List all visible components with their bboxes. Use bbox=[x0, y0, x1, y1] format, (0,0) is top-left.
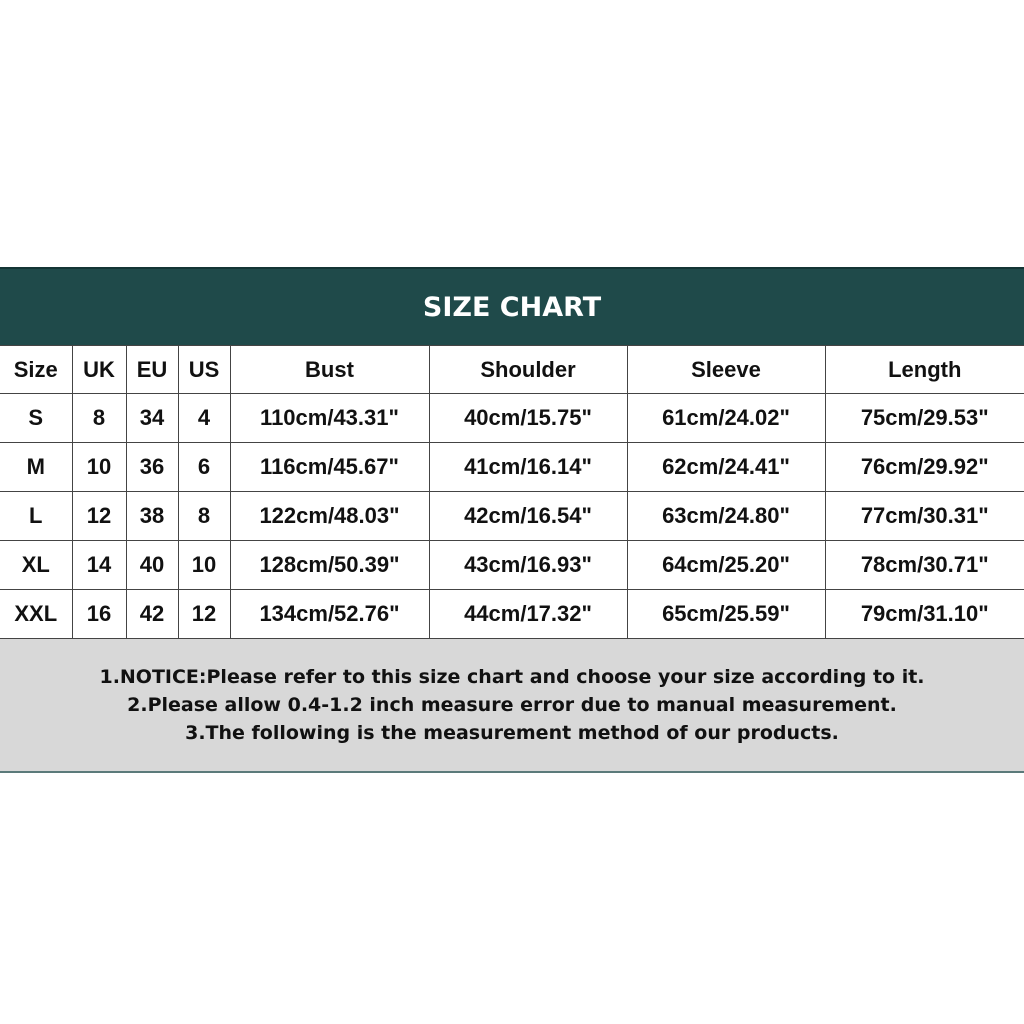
cell-shoulder: 43cm/16.93" bbox=[429, 541, 627, 590]
cell-bust: 122cm/48.03" bbox=[230, 492, 429, 541]
cell-shoulder: 41cm/16.14" bbox=[429, 443, 627, 492]
cell-sleeve: 64cm/25.20" bbox=[627, 541, 825, 590]
cell-eu: 34 bbox=[126, 394, 178, 443]
cell-us: 4 bbox=[178, 394, 230, 443]
size-chart bbox=[0, 267, 1024, 773]
cell-sleeve: 63cm/24.80" bbox=[627, 492, 825, 541]
table-row bbox=[0, 590, 1024, 639]
cell-uk: 10 bbox=[72, 443, 126, 492]
header-sleeve: Sleeve bbox=[627, 346, 825, 394]
header-shoulder: Shoulder bbox=[429, 346, 627, 394]
notice-panel bbox=[0, 639, 1024, 773]
notice-line-1: 1.NOTICE:Please refer to this size chart and choose your size according to it. bbox=[99, 666, 925, 688]
cell-shoulder: 42cm/16.54" bbox=[429, 492, 627, 541]
cell-bust: 128cm/50.39" bbox=[230, 541, 429, 590]
cell-eu: 40 bbox=[126, 541, 178, 590]
cell-size: XL bbox=[0, 541, 72, 590]
cell-eu: 38 bbox=[126, 492, 178, 541]
cell-uk: 8 bbox=[72, 394, 126, 443]
header-eu: EU bbox=[126, 346, 178, 394]
cell-sleeve: 61cm/24.02" bbox=[627, 394, 825, 443]
notice-line-3: 3.The following is the measurement method of our products. bbox=[185, 722, 839, 744]
cell-uk: 16 bbox=[72, 590, 126, 639]
cell-uk: 14 bbox=[72, 541, 126, 590]
table-row bbox=[0, 394, 1024, 443]
cell-bust: 116cm/45.67" bbox=[230, 443, 429, 492]
cell-us: 10 bbox=[178, 541, 230, 590]
size-chart-title: SIZE CHART bbox=[0, 267, 1024, 345]
cell-size: S bbox=[0, 394, 72, 443]
cell-uk: 12 bbox=[72, 492, 126, 541]
cell-size: L bbox=[0, 492, 72, 541]
cell-sleeve: 65cm/25.59" bbox=[627, 590, 825, 639]
table-row bbox=[0, 541, 1024, 590]
cell-size: M bbox=[0, 443, 72, 492]
size-table bbox=[0, 345, 1024, 639]
header-us: US bbox=[178, 346, 230, 394]
table-header-row bbox=[0, 346, 1024, 394]
cell-length: 76cm/29.92" bbox=[825, 443, 1024, 492]
cell-length: 75cm/29.53" bbox=[825, 394, 1024, 443]
cell-length: 78cm/30.71" bbox=[825, 541, 1024, 590]
cell-eu: 42 bbox=[126, 590, 178, 639]
cell-us: 12 bbox=[178, 590, 230, 639]
header-length: Length bbox=[825, 346, 1024, 394]
cell-shoulder: 40cm/15.75" bbox=[429, 394, 627, 443]
header-bust: Bust bbox=[230, 346, 429, 394]
cell-length: 77cm/30.31" bbox=[825, 492, 1024, 541]
cell-bust: 134cm/52.76" bbox=[230, 590, 429, 639]
cell-bust: 110cm/43.31" bbox=[230, 394, 429, 443]
cell-shoulder: 44cm/17.32" bbox=[429, 590, 627, 639]
cell-size: XXL bbox=[0, 590, 72, 639]
table-row bbox=[0, 443, 1024, 492]
cell-us: 8 bbox=[178, 492, 230, 541]
table-row bbox=[0, 492, 1024, 541]
header-uk: UK bbox=[72, 346, 126, 394]
cell-us: 6 bbox=[178, 443, 230, 492]
notice-line-2: 2.Please allow 0.4-1.2 inch measure error due to manual measurement. bbox=[127, 694, 897, 716]
cell-eu: 36 bbox=[126, 443, 178, 492]
cell-length: 79cm/31.10" bbox=[825, 590, 1024, 639]
header-size: Size bbox=[0, 346, 72, 394]
cell-sleeve: 62cm/24.41" bbox=[627, 443, 825, 492]
